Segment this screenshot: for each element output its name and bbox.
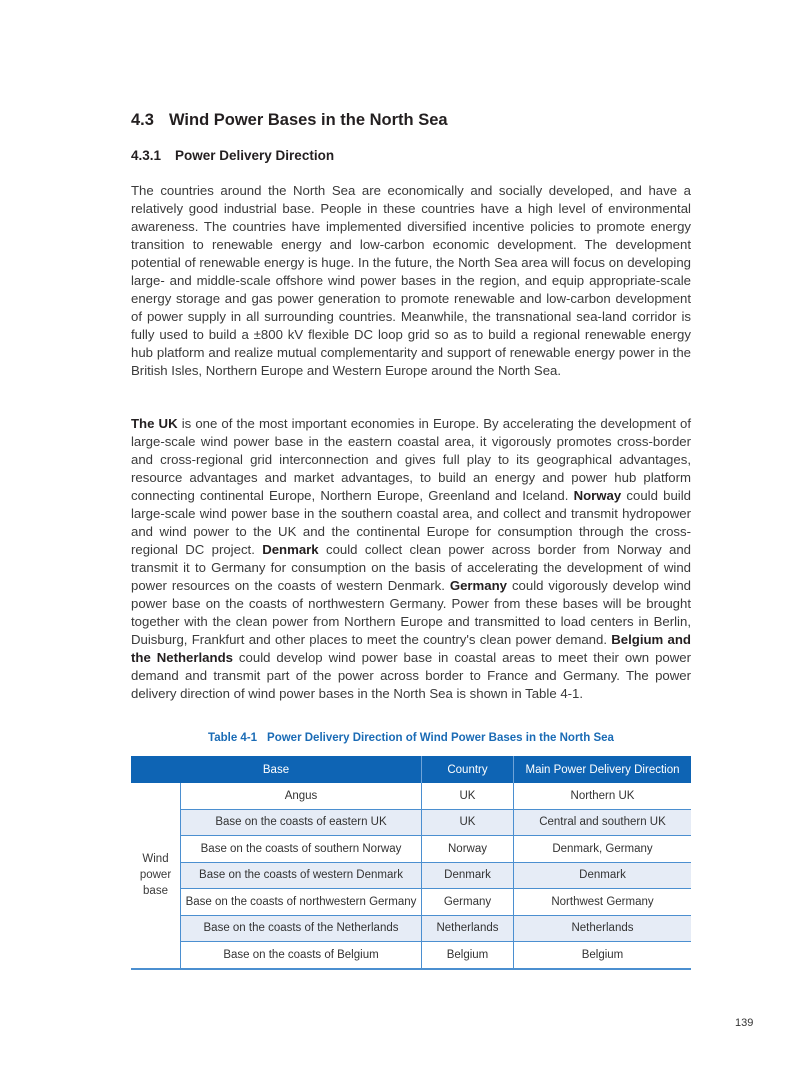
table-row [131,783,691,809]
paragraph-intro: The countries around the North Sea are economically and socially developed, and have a relatively good industrial base. People in these countries have a high level of environmental awareness. The countries have implemented diversified incentive policies to promote energy transition to renewable energy and low-carbon economic development. The development potential of renewable energy is huge. In the future, the North Sea area will focus on developing large- and middle-scale offshore wind power bases in the region, and equip appropriate-scale energy storage and gas power generation to promote renewable and low-carbon development of power supply in all surrounding countries. Meanwhile, the transnational sea-land corridor is fully used to build a ±800 kV flexible DC loop grid so as to build a regional renewable energy hub platform and realize mutual complementarity and support of renewable energy power in the British Isles, Northern Europe and Western Europe around the North Sea. [131,183,691,378]
text-denmark: could collect clean power across border from Norway and transmit it to Germany for consumption on the basis of accelerating the development of wind power resources on the coasts of western Denmark. [131,542,691,593]
header-base: Base [131,756,422,783]
cell-direction: Northwest Germany [514,889,692,916]
cell-direction: Denmark [514,862,692,889]
group-label: Wind power base [131,783,181,969]
table-caption-title: Power Delivery Direction of Wind Power Bases in the North Sea [267,732,614,744]
table-row [131,942,691,969]
cell-country: UK [422,783,514,809]
cell-country: Belgium [422,942,514,969]
cell-direction: Northern UK [514,783,692,809]
cell-direction: Central and southern UK [514,809,692,836]
bold-norway: Norway [573,488,622,503]
bold-germany: Germany [449,578,507,593]
cell-country: Germany [422,889,514,916]
table-header-row [131,756,691,783]
bold-uk: The UK [131,416,178,431]
cell-country: Denmark [422,862,514,889]
section-heading [131,111,448,130]
cell-direction: Netherlands [514,915,692,942]
cell-country: UK [422,809,514,836]
text-norway: could build large-scale wind power base in the southern coastal area, and collect and transmit hydropower and wind power to the UK and the continental Europe for consumption through the cross-regional DC project. [131,488,691,557]
bold-benelux: Belgium and the Netherlands [131,632,691,665]
section-number: 4.3 [131,111,154,129]
cell-country: Norway [422,836,514,863]
table-row [131,862,691,889]
cell-direction: Belgium [514,942,692,969]
table-row [131,915,691,942]
text-benelux: could develop wind power base in coastal areas to meet their own power demand and transmit part of the power across border to France and Germany. The power delivery direction of wind power bases in the North Sea is shown in Table 4-1. [131,650,691,701]
text-uk: is one of the most important economies in Europe. By accelerating the development of large-scale wind power base in the eastern coastal area, it vigorously promotes cross-border and cross-regional grid interconnection and gives full play to its geographical advantages, resource advantages and market advantages, to build an energy and power hub platform connecting continental Europe, Northern Europe, Greenland and Iceland. [131,416,691,503]
cell-base: Base on the coasts of the Netherlands [181,915,422,942]
text-germany: could vigorously develop wind power base on the coasts of northwestern Germany. Power from these bases will be brought together with the clean power from Northern Europe and transmitted to load centers in Berlin, Duisburg, Frankfurt and other places to meet the country's clean power demand. [131,578,691,647]
page-number: 139 [735,1017,754,1029]
table-caption [131,732,691,744]
cell-direction: Denmark, Germany [514,836,692,863]
cell-country: Netherlands [422,915,514,942]
cell-base: Base on the coasts of western Denmark [181,862,422,889]
cell-base: Base on the coasts of southern Norway [181,836,422,863]
power-delivery-table [131,756,691,970]
table-row [131,809,691,836]
cell-base: Angus [181,783,422,809]
cell-base: Base on the coasts of eastern UK [181,809,422,836]
table-row [131,889,691,916]
paragraph-countries [131,415,691,703]
subsection-title: Power Delivery Direction [175,148,335,163]
header-direction: Main Power Delivery Direction [514,756,692,783]
header-country: Country [422,756,514,783]
bold-denmark: Denmark [262,542,319,557]
subsection-heading [131,148,334,163]
section-title: Wind Power Bases in the North Sea [169,111,448,129]
table-caption-number: Table 4-1 [208,732,258,744]
cell-base: Base on the coasts of northwestern Germany [181,889,422,916]
cell-base: Base on the coasts of Belgium [181,942,422,969]
table-row [131,836,691,863]
subsection-number: 4.3.1 [131,148,162,163]
